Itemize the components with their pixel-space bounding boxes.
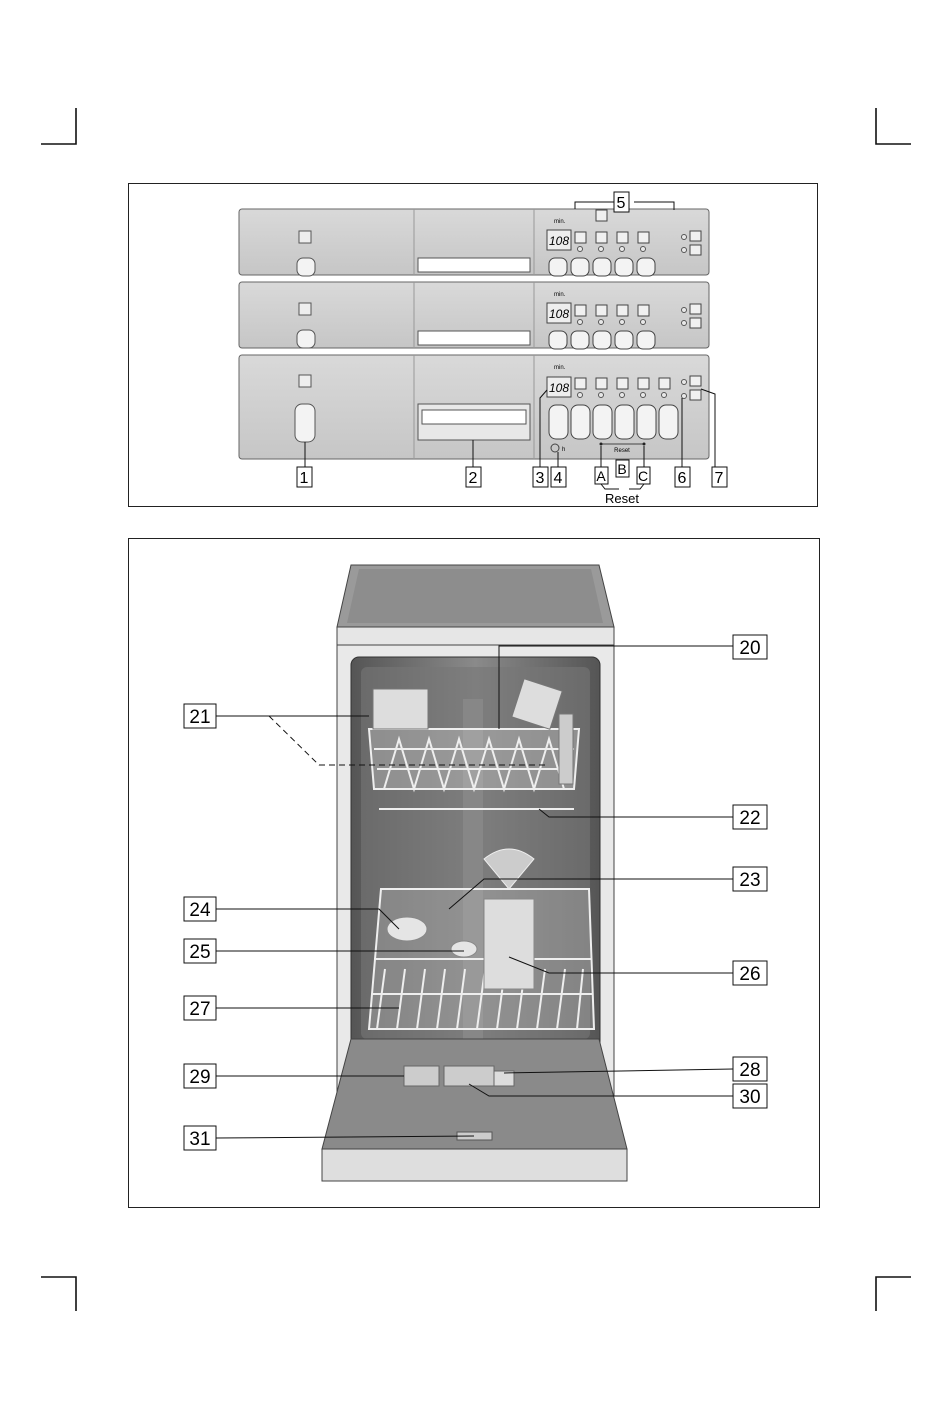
callout-25: 25 [189,942,211,963]
svg-text:h: h [562,447,566,453]
callout-24: 24 [189,900,211,921]
control-panel-illustration [129,184,819,508]
callout-30: 30 [739,1087,761,1108]
callout-22: 22 [739,808,761,829]
svg-text:108: 108 [548,381,570,395]
crop-mark-top-left [41,108,76,144]
dishwasher-figure [128,538,820,1208]
callout-21: 21 [189,707,211,728]
callout-3: 3 [535,470,545,487]
callout-31: 31 [189,1129,211,1150]
panel-variant-2 [239,282,709,349]
callout-27: 27 [189,999,211,1020]
callout-4: 4 [553,470,563,487]
lower-basket [369,889,594,1029]
callout-C: C [637,468,649,484]
control-panel-figure [128,183,818,507]
crop-mark-top-right [876,108,911,144]
panel-variant-1 [239,209,709,276]
callout-5: 5 [616,195,626,212]
callout-2: 2 [468,470,478,487]
svg-text:108: 108 [548,234,570,248]
crop-mark-bottom-left [41,1277,76,1311]
callout-29: 29 [189,1067,211,1088]
crop-mark-bottom-right [876,1277,911,1311]
svg-text:Reset: Reset [614,448,630,454]
callout-28: 28 [739,1060,761,1081]
dishwasher-illustration [129,539,821,1209]
callout-B: B [617,461,627,477]
svg-text:min.: min. [554,219,566,225]
callout-6: 6 [677,470,687,487]
panel-variant-3 [239,355,709,459]
svg-text:108: 108 [548,307,570,321]
callout-26: 26 [739,964,761,985]
callout-1: 1 [299,470,309,487]
callout-23: 23 [739,870,761,891]
callout-20: 20 [739,638,761,659]
reset-label: Reset [605,491,639,506]
callout-A: A [596,468,606,484]
svg-text:min.: min. [554,292,566,298]
svg-text:min.: min. [554,365,566,371]
callout-7: 7 [714,470,724,487]
